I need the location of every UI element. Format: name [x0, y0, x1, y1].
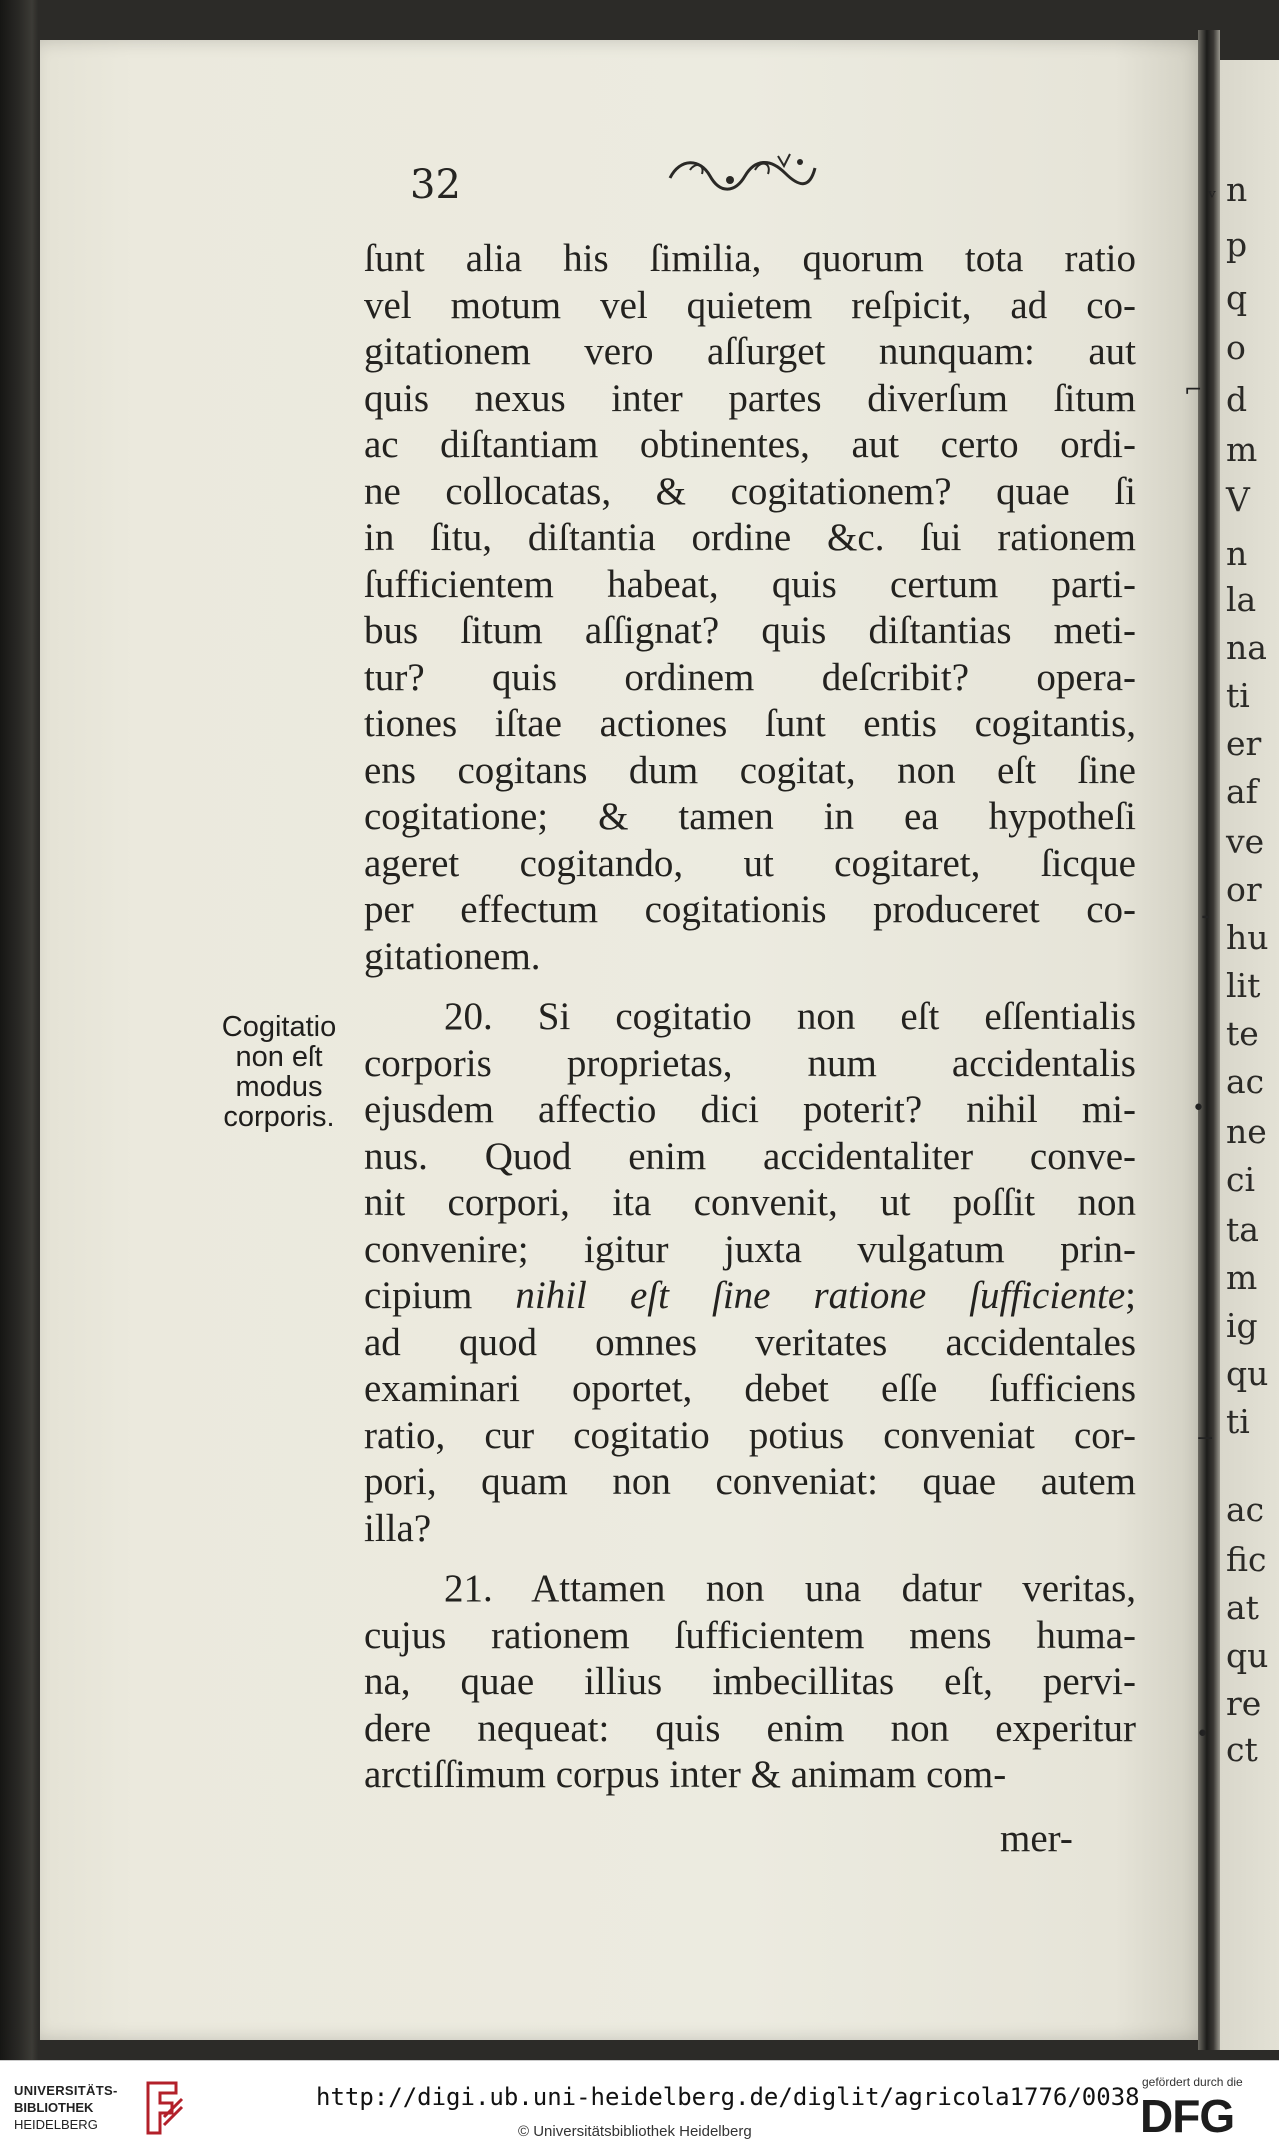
- marginal-note: [198, 1012, 360, 1132]
- next-page-text-fragment: lit: [1226, 966, 1261, 1005]
- text-line: [364, 748, 1136, 795]
- next-page-text-fragment: hu: [1226, 918, 1269, 957]
- next-page-text-fragment: qu: [1226, 1354, 1269, 1393]
- text-line: [364, 1506, 1136, 1553]
- text-line-content: ejusdem affectio dici poterit? nihil mi-: [364, 1088, 1136, 1131]
- text-line-content: in ſitu, diſtantia ordine &c. ſui rationem: [364, 516, 1136, 559]
- text-line: [364, 934, 1136, 981]
- text-line: [364, 1320, 1136, 1367]
- text-line: [364, 329, 1136, 376]
- dfg-logo: DFG: [1140, 2090, 1235, 2142]
- next-page-text-fragment: ct: [1226, 1730, 1258, 1769]
- next-page-edge: [1220, 60, 1279, 2050]
- next-page-text-fragment: qu: [1226, 1636, 1269, 1675]
- next-page-text-fragment: ve: [1226, 822, 1265, 861]
- next-page-text-fragment: p: [1226, 225, 1248, 264]
- main-text-block: [364, 236, 1136, 1799]
- text-line: [364, 887, 1136, 934]
- next-page-text-fragment: at: [1226, 1588, 1259, 1627]
- text-line-content: ac diſtantiam obtinentes, aut certo ordi-: [364, 423, 1136, 466]
- text-line: [364, 1659, 1136, 1706]
- next-page-text-fragment: m: [1226, 1258, 1258, 1297]
- next-page-text-fragment: q: [1226, 278, 1248, 317]
- gutter-mark: •: [1192, 1096, 1205, 1121]
- text-line-content: ageret cogitando, ut cogitaret, ſicque: [364, 841, 1136, 885]
- text-line: [364, 1134, 1136, 1181]
- text-line: [364, 1752, 1136, 1799]
- marginal-note-line: modus: [235, 1071, 323, 1103]
- text-line-content: bus ſitum aſſignat? quis diſtantias meti-: [364, 609, 1136, 652]
- paragraph-gap: [364, 980, 1136, 994]
- next-page-text-fragment: ac: [1226, 1490, 1265, 1529]
- book-gutter: [1198, 30, 1220, 2050]
- text-line: [364, 1613, 1136, 1660]
- text-line-content: ratio, cur cogitatio potius conveniat cor-: [364, 1413, 1136, 1457]
- printer-ornament-icon: [660, 148, 820, 202]
- text-line-content: tiones iſtae actiones ſunt entis cogitantis,: [364, 702, 1136, 745]
- text-line: [364, 376, 1136, 423]
- text-line: [364, 515, 1136, 562]
- next-page-text-fragment: ci: [1226, 1160, 1256, 1199]
- text-line: [364, 422, 1136, 469]
- text-line: [364, 1087, 1136, 1134]
- text-line-content: per effectum cogitationis produceret co-: [364, 888, 1136, 931]
- next-page-text-fragment: V: [1226, 480, 1250, 519]
- gutter-mark: −: [1196, 1426, 1215, 1451]
- library-logo: [14, 2079, 184, 2137]
- text-line: [364, 1706, 1136, 1753]
- next-page-text-fragment: af: [1226, 772, 1258, 811]
- next-page-text-fragment: o: [1226, 328, 1246, 367]
- text-line: [364, 1227, 1136, 1274]
- text-line-content: ne collocatas, & cogitationem? quae ſi: [364, 469, 1136, 513]
- text-line: [364, 1413, 1136, 1460]
- next-page-text-fragment: ac: [1226, 1062, 1265, 1101]
- text-line-content: vel motum vel quietem reſpicit, ad co-: [364, 283, 1136, 327]
- text-line: [364, 1273, 1136, 1320]
- next-page-text-fragment: d: [1226, 380, 1248, 419]
- gutter-mark: ᵛ: [1208, 186, 1217, 211]
- text-line: [364, 608, 1136, 655]
- ub-heidelberg-logo-icon: [142, 2079, 186, 2137]
- library-name-line: UNIVERSITÄTS-: [14, 2083, 118, 2098]
- permalink-url[interactable]: http://digi.ub.uni-heidelberg.de/diglit/agricola1776/0038: [316, 2083, 1140, 2111]
- next-page-text-fragment: re: [1226, 1684, 1262, 1723]
- next-page-text-fragment: er: [1226, 724, 1262, 763]
- next-page-text-fragment: or: [1226, 870, 1262, 909]
- gutter-mark: ⌐: [1184, 378, 1203, 403]
- text-line-content: ens cogitans dum cogitat, non eſt ſine: [364, 748, 1136, 792]
- text-line-content: pori, quam non conveniat: quae autem: [364, 1460, 1136, 1503]
- text-line: [364, 1366, 1136, 1413]
- text-line: [364, 655, 1136, 702]
- text-line-content: 21. Attamen non una datur veritas,: [444, 1567, 1136, 1610]
- text-line-content: ſufficientem habeat, quis certum parti-: [364, 562, 1136, 606]
- text-line-content: ſunt alia his ſimilia, quorum tota ratio: [364, 237, 1136, 280]
- text-line: [364, 841, 1136, 888]
- text-line: [364, 701, 1136, 748]
- next-page-text-fragment: m: [1226, 430, 1258, 469]
- copyright-notice: © Universitätsbibliothek Heidelberg: [518, 2123, 752, 2140]
- library-name-line: BIBLIOTHEK: [14, 2100, 94, 2115]
- next-page-text-fragment: fic: [1226, 1540, 1267, 1579]
- text-line: [364, 283, 1136, 330]
- marginal-note-line: corporis.: [223, 1101, 335, 1133]
- text-line-content: na, quae illius imbecillitas eſt, pervi-: [364, 1660, 1136, 1703]
- funding-note: gefördert durch die: [1142, 2075, 1243, 2089]
- gutter-mark: •: [1196, 1722, 1209, 1747]
- marginal-note-line: Cogitatio: [221, 1011, 337, 1043]
- catchword: mer-: [1000, 1817, 1073, 1860]
- next-page-text-fragment: ta: [1226, 1210, 1259, 1249]
- text-line-content: cogitatione; & tamen in ea hypotheſi: [364, 795, 1136, 838]
- text-line-content: illa?: [364, 1506, 432, 1550]
- text-line: [364, 469, 1136, 516]
- next-page-text-fragment: ig: [1226, 1306, 1258, 1345]
- next-page-text-fragment: na: [1226, 628, 1267, 667]
- punctuation: ;: [1125, 1274, 1137, 1317]
- text-line: [364, 1041, 1136, 1088]
- library-name-line: HEIDELBERG: [14, 2117, 98, 2132]
- next-page-text-fragment: n: [1226, 534, 1248, 573]
- text-line-content: arctiſſimum corpus inter & animam com-: [364, 1753, 1007, 1796]
- text-line: [364, 1566, 1136, 1613]
- text-line-content: corporis proprietas, num accidentalis: [364, 1041, 1136, 1085]
- text-line-content: gitationem.: [364, 934, 541, 978]
- paragraph-gap: [364, 1552, 1136, 1566]
- next-page-text-fragment: ti: [1226, 1402, 1250, 1441]
- text-line: [364, 562, 1136, 609]
- next-page-text-fragment: ne: [1226, 1112, 1267, 1151]
- text-line: [364, 994, 1136, 1041]
- page-number: 32: [410, 162, 461, 208]
- text-line-content: gitationem vero aſſurget nunquam: aut: [364, 330, 1136, 373]
- next-page-text-fragment: ti: [1226, 676, 1250, 715]
- text-line-content: nit corpori, ita convenit, ut poſſit non: [364, 1181, 1136, 1224]
- text-line-content: convenire; igitur juxta vulgatum prin-: [364, 1227, 1136, 1271]
- italic-phrase: nihil eſt ſine ratione ſufficiente: [515, 1274, 1126, 1317]
- text-line-content: quis nexus inter partes diverſum ſitum: [364, 376, 1136, 420]
- text-line-content: cujus rationem ſufficientem mens huma-: [364, 1613, 1136, 1657]
- text-line-content: 20. Si cogitatio non eſt eſſentialis: [444, 995, 1136, 1038]
- text-line-content: tur? quis ordinem deſcribit? opera-: [364, 655, 1136, 699]
- text-line: [364, 1180, 1136, 1227]
- text-line: [364, 236, 1136, 283]
- next-page-text-fragment: la: [1226, 580, 1257, 619]
- text-line: [364, 794, 1136, 841]
- viewer-footer: [0, 2060, 1279, 2152]
- next-page-text-fragment: te: [1226, 1014, 1259, 1053]
- text-line: [364, 1459, 1136, 1506]
- text-line-content: ad quod omnes veritates accidentales: [364, 1320, 1136, 1364]
- text-line-content: examinari oportet, debet eſſe ſufficiens: [364, 1367, 1136, 1410]
- marginal-note-line: non eſt: [235, 1041, 323, 1073]
- text-line-content: nus. Quod enim accidentaliter conve-: [364, 1134, 1136, 1178]
- text-line-content: dere nequeat: quis enim non experitur: [364, 1706, 1136, 1750]
- next-page-text-fragment: n: [1226, 170, 1248, 209]
- gutter-mark: ⁃: [1200, 906, 1211, 931]
- text-line-content: cipium: [364, 1274, 473, 1317]
